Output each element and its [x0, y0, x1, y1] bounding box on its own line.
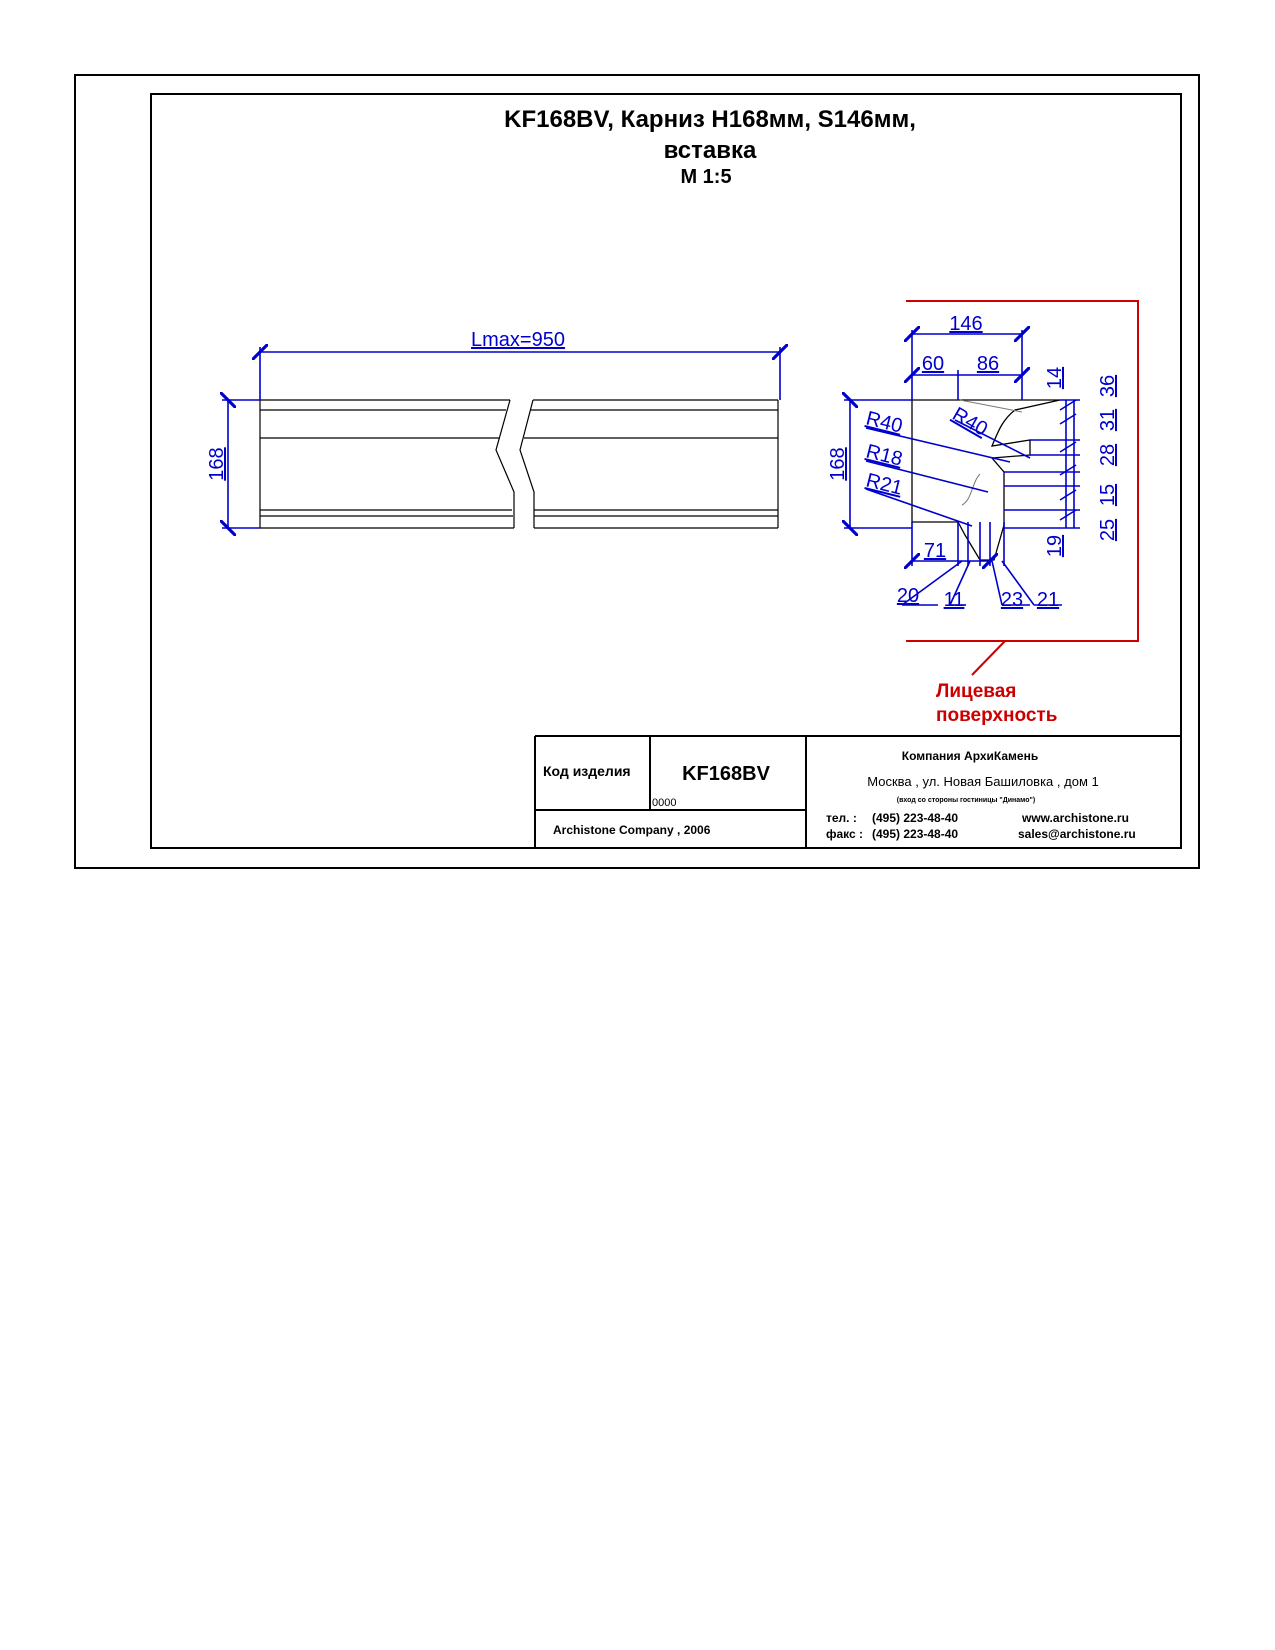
copyright-line: Archistone Company , 2006: [553, 823, 711, 837]
radius-label-1: R40: [863, 407, 905, 438]
tel-label: тел. :: [826, 811, 857, 825]
dim-right-15: 15: [1097, 483, 1119, 507]
dim-right-14: 14: [1044, 366, 1066, 390]
length-dimension-label: Lmax=950: [471, 329, 565, 351]
website: www.archistone.ru: [1022, 811, 1129, 825]
dim-right-25: 25: [1097, 518, 1119, 542]
radius-label-3: R18: [863, 440, 905, 471]
dim-bottom-20: 20: [896, 585, 920, 607]
title-block: [535, 736, 1181, 848]
face-surface-label-2: поверхность: [936, 705, 1058, 726]
side-view: [206, 329, 780, 528]
dim-bottom-11: 11: [943, 589, 965, 611]
code-label: Код изделия: [543, 763, 631, 779]
company-address: Москва , ул. Новая Башиловка , дом 1: [867, 774, 1099, 789]
drawing-number: 0000: [652, 797, 677, 809]
drawing-title: KF168BV, Карниз Н168мм, S146мм,: [504, 106, 916, 133]
dim-bottom-21: 21: [1036, 589, 1060, 611]
drawing-subtitle: вставка: [663, 137, 757, 164]
fax-number: (495) 223-48-40: [872, 827, 959, 841]
tel-number: (495) 223-48-40: [872, 811, 959, 825]
face-leader: [972, 641, 1005, 675]
dim-width-146: 146: [949, 313, 983, 335]
side-height-label: 168: [206, 447, 228, 481]
dim-width-86: 86: [976, 353, 1000, 375]
email: sales@archistone.ru: [1018, 827, 1136, 841]
dim-right-28: 28: [1097, 443, 1119, 467]
dim-bottom-71: 71: [923, 540, 947, 562]
code-value: KF168BV: [682, 763, 770, 785]
profile-view: [827, 301, 1138, 726]
dim-right-19: 19: [1044, 534, 1066, 558]
inner-frame: [151, 94, 1181, 848]
address-note: (вход со стороны гостиницы "Динамо"): [896, 797, 1036, 804]
dim-right-36: 36: [1097, 374, 1119, 398]
fax-label: факс :: [826, 827, 864, 841]
radius-label-4: R21: [863, 469, 905, 500]
face-surface-label-1: Лицевая: [936, 681, 1017, 702]
profile-height-label: 168: [827, 447, 849, 481]
dim-bottom-23: 23: [1000, 589, 1024, 611]
dim-width-60: 60: [921, 353, 945, 375]
company-name: Компания АрхиКамень: [901, 749, 1039, 763]
dim-right-31: 31: [1097, 408, 1119, 432]
drawing-scale: М 1:5: [680, 166, 732, 188]
radius-label-2: R40: [948, 403, 992, 441]
